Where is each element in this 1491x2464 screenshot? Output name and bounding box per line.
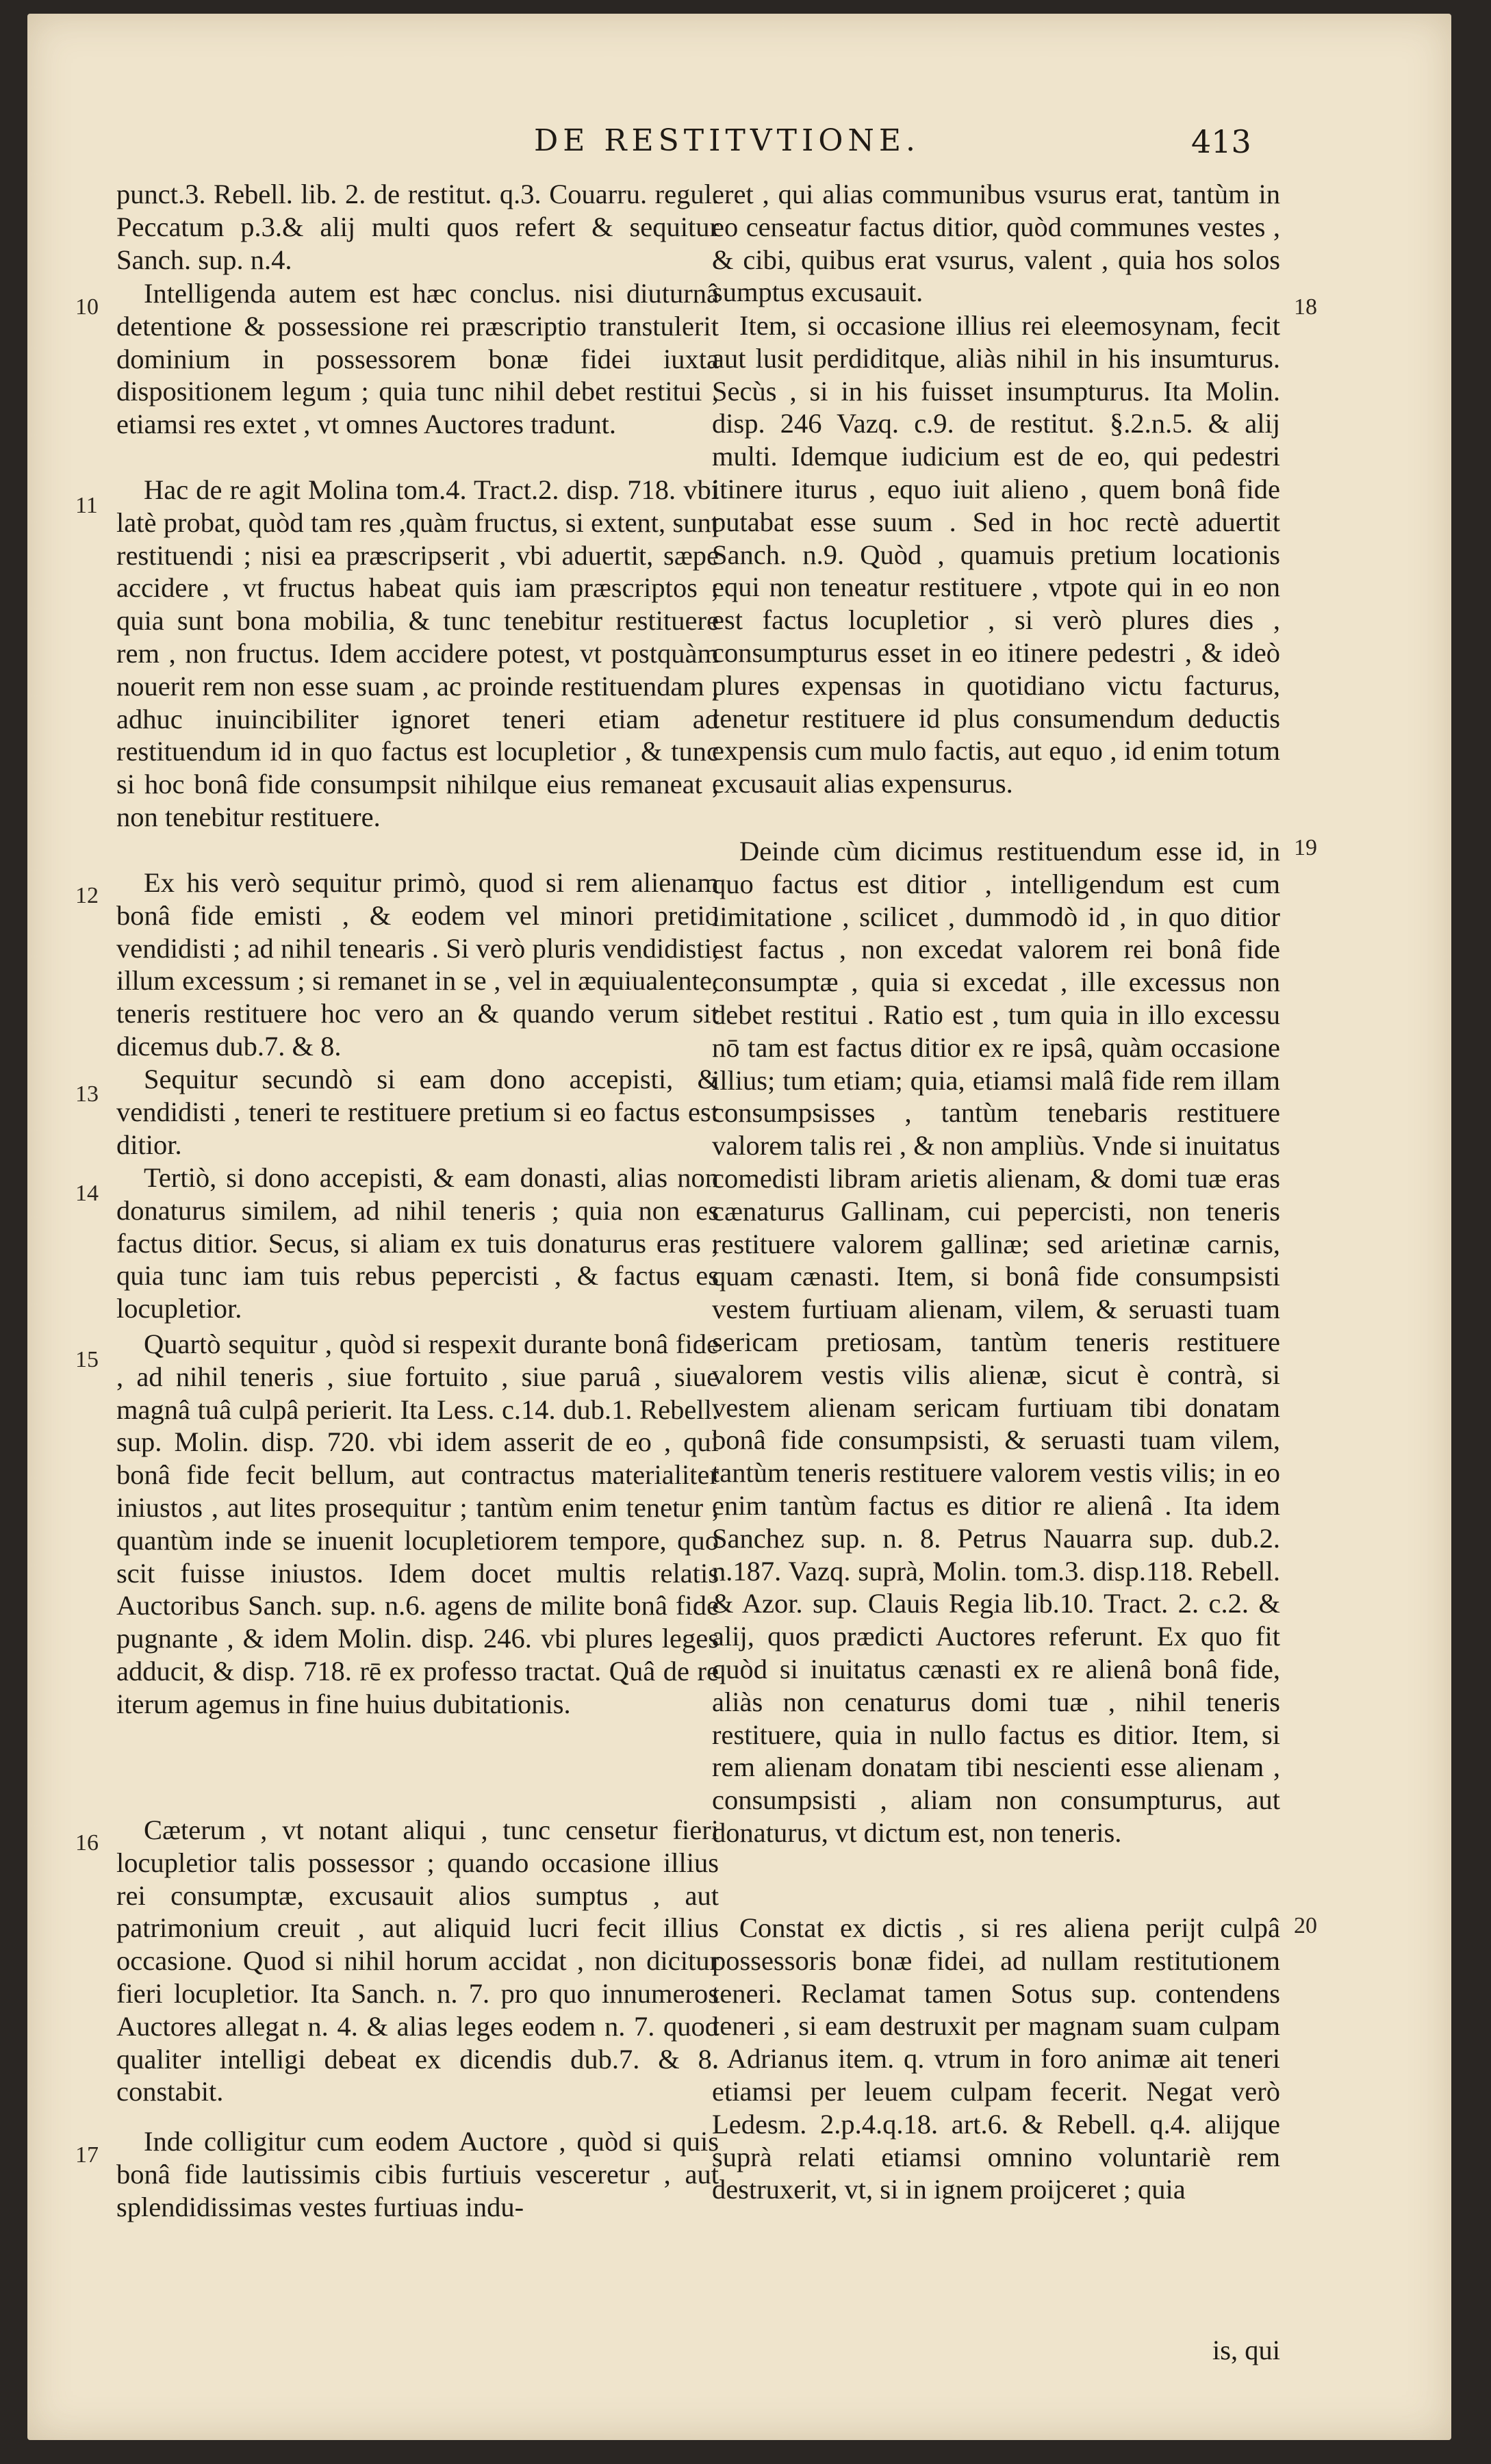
paragraph: Inde colligitur cum eodem Auctore , quòd si quis bonâ fide lautissimis cibis furtiuis vesceretur , aut splendidissimas vestes furtiuas indu- (116, 2126, 719, 2222)
margin-number: 11 (75, 493, 98, 518)
margin-number: 12 (75, 883, 99, 908)
paragraph: Quartò sequitur , quòd si respexit durante bonâ fide , ad nihil teneris , siue fortuito , siue paruâ , siue magnâ tuâ culpâ perierit. Ita Less. c.14. dub.1. Rebell. sup. Molin. disp. 720. vbi idem asserit de eo , qui bonâ fide fecit bellum, aut contractus materialiter iniustos , aut lites prosequitur ; tantùm enim tenetur , quantùm inde se inuenit locupletiorem tempore, quo scit fuisse iniustos. Idem docet multis relatis Auctoribus Sanch. sup. n.6. agens de milite bonâ fide pugnante , & idem Molin. disp. 246. vbi plures leges adducit, & disp. 718. rē ex professo tractat. Quâ de re iterum agemus in fine huius dubitationis. (116, 1329, 719, 1719)
paragraph: punct.3. Rebell. lib. 2. de restitut. q.3. Couarru. regul. Peccatum p.3.& alij multi quos refert & sequitur Sanch. sup. n.4. (116, 179, 719, 275)
catchword: is, qui (1212, 2335, 1280, 2365)
margin-number: 19 (1294, 835, 1317, 860)
book-page (27, 14, 1451, 2440)
paragraph: Tertiò, si dono accepisti, & eam donasti, alias non donaturus similem, ad nihil teneris ; quia non es factus ditior. Secus, si aliam ex tuis donaturus eras ; quia tunc iam tuis rebus pepercisti , & factus es locupletior. (116, 1162, 719, 1324)
paragraph: Sequitur secundò si eam dono accepisti, & vendidisti , teneri te restituere pretium si eo factus est ditior. (116, 1064, 719, 1160)
paragraph: Hac de re agit Molina tom.4. Tract.2. disp. 718. vbi latè probat, quòd tam res ,quàm fructus, si extent, sunt restituendi ; nisi ea præscripserit , vbi aduertit, sæpe accidere , vt fructus habeat quis iam præscriptos ; quia sunt bona mobilia, & tunc tenebitur restituere rem , non fructus. Idem accidere potest, vt postquàm nouerit rem non esse suam , ac proinde restituendam , adhuc inuincibiliter ignoret teneri etiam ad restituendum id in quo factus est locupletior , & tunc si hoc bonâ fide consumpsit nihilque eius remaneat , non tenebitur restituere. (116, 474, 719, 832)
margin-number: 15 (75, 1347, 99, 1372)
margin-number: 10 (75, 294, 99, 320)
paragraph: eret , qui alias communibus vsurus erat, tantùm in eo censeatur factus ditior, quòd communes vestes , & cibi, quibus erat vsurus, valent , quia hos solos sumptus excusauit. (712, 179, 1280, 308)
margin-number: 16 (75, 1830, 99, 1856)
paragraph: Ex his verò sequitur primò, quod si rem alienam bonâ fide emisti , & eodem vel minori pretio vendidisti ; ad nihil tenearis . Si verò pluris vendidisti, illum excessum ; si remanet in se , vel in æquiualente, teneris restituere hoc vero an & quando verum sit dicemus dub.7. & 8. (116, 867, 719, 1062)
margin-number: 18 (1294, 294, 1317, 320)
paragraph: Intelligenda autem est hæc conclus. nisi diuturnâ detentione & possessione rei præscriptio transtulerit dominium in possessorem bonæ fidei iuxta dispositionem legum ; quia tunc nihil debet restitui , etiamsi res extet , vt omnes Auctores tradunt. (116, 278, 719, 440)
paragraph: Cæterum , vt notant aliqui , tunc censetur fieri locupletior talis possessor ; quando occasione illius rei consumptæ, excusauit alios sumptus , aut patrimonium creuit , aut aliquid lucri fecit illius occasione. Quod si nihil horum accidat , non dicitur fieri locupletior. Ita Sanch. n. 7. pro quo innumeros Auctores allegat n. 4. & alias leges eodem n. 7. quod qualiter intelligi debeat ex dicendis dub.7. & 8. constabit. (116, 1814, 719, 2107)
margin-number: 20 (1294, 1913, 1317, 1938)
margin-number: 17 (75, 2142, 99, 2168)
paragraph: Deinde cùm dicimus restituendum esse id, in quo factus est ditior , intelligendum est cum limitatione , scilicet , dummodò id , in quo ditior est factus , non excedat valorem rei bonâ fide consumptæ , quia si excedat , ille excessus non debet restitui . Ratio est , tum quia in illo excessu nō tam est factus ditior ex re ipsâ, quàm occasione illius; tum etiam; quia, etiamsi malâ fide rem illam consumpsisses , tantùm tenebaris restituere valorem talis rei , & non ampliùs. Vnde si inuitatus comedisti libram arietis alienam, & domi tuæ eras cænaturus Gallinam, cui pepercisti, non teneris restituere valorem gallinæ; sed arietinæ carnis, quam cænasti. Item, si bonâ fide consumpsisti vestem furtiuam alienam, vilem, & seruasti tuam sericam pretiosam, tantùm teneris restituere valorem vestis vilis alienæ, sicut è contrà, si vestem alienam sericam furtiuam tibi donatam bonâ fide consumpsisti, & seruasti tuam vilem, tantùm teneris restituere valorem vestis vilis; in eo enim tantùm factus es ditior re alienâ . Ita idem Sanchez sup. n. 8. Petrus Nauarra sup. dub.2. n.187. Vazq. suprà, Molin. tom.3. disp.118. Rebell. & Azor. sup. Clauis Regia lib.10. Tract. 2. c.2. & alij, quos prædicti Auctores referunt. Ex quo fit quòd si inuitatus cænasti ex re alienâ bonâ fide, aliàs non cenaturus domi tuæ , nihil teneris restituere, quia in nullo factus es ditior. Item, si rem alienam donatam tibi nescienti esse alienam , consumpsisti , aliam non consumpturus, aut donaturus, vt dictum est, non teneris. (712, 836, 1280, 1848)
running-title: DE RESTITVTIONE. (534, 123, 921, 158)
margin-number: 13 (75, 1081, 99, 1107)
page-header (27, 123, 1451, 171)
paragraph: Constat ex dictis , si res aliena perijt culpâ possessoris bonæ fidei, ad nullam restitutionem teneri. Reclamat tamen Sotus sup. contendens teneri , si eam destruxit per magnam suam culpam . Adrianus item. q. vtrum in foro animæ ait teneri etiamsi per leuem culpam fecerit. Negat verò Ledesm. 2.p.4.q.18. art.6. & Rebell. q.4. alijque suprà relati etiamsi omnino voluntariè rem destruxerit, vt, si in ignem proijceret ; quia (712, 1912, 1280, 2205)
page-number: 413 (1191, 123, 1251, 160)
margin-number: 14 (75, 1181, 99, 1206)
paragraph: Item, si occasione illius rei eleemosynam, fecit aut lusit perdiditque, aliàs nihil in his insumturus. Secùs , si in his fuisset insumpturus. Ita Molin. disp. 246 Vazq. c.9. de restitut. §.2.n.5. & alij multi. Idemque iudicium est de eo, qui pedestri itinere iturus , equo iuit alieno , quem bonâ fide putabat esse suum . Sed in hoc rectè aduertit Sanch. n.9. Quòd , quamuis pretium locationis equi non teneatur restituere , vtpote qui in eo non est factus locupletior , si verò plures dies , consumpturus esset in eo itinere pedestri , & ideò plures expensas in quotidiano victu facturus, tenetur restituere id plus consumendum deductis expensis cum mulo factis, aut equo , id enim totum excusauit alias expensurus. (712, 310, 1280, 799)
